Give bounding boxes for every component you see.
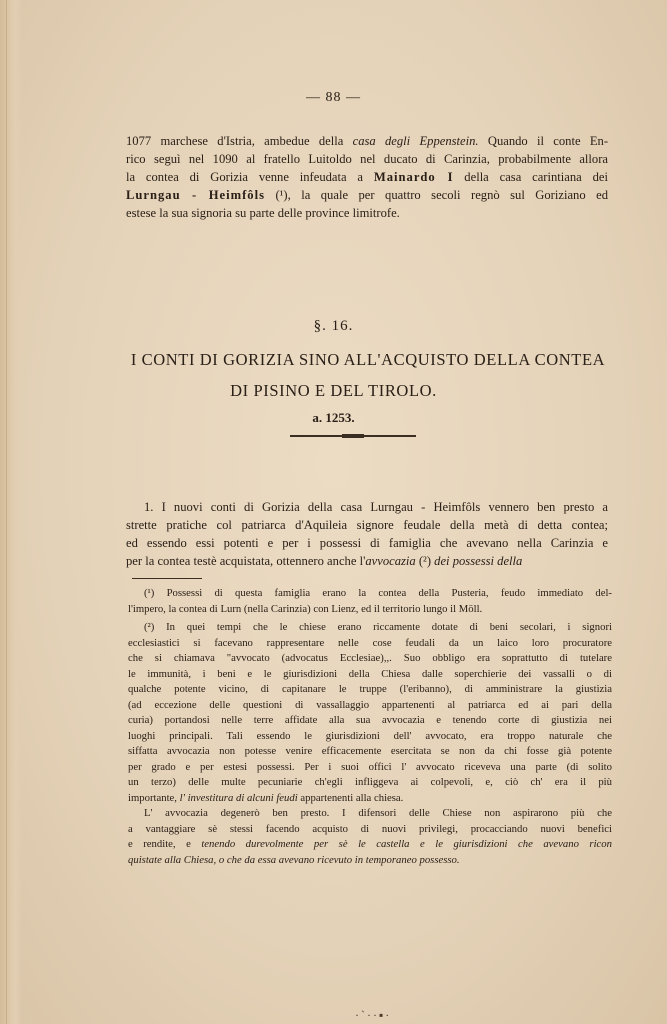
footnotes	[128, 586, 612, 868]
footnote-line: curia) portandosi nelle terre affidate alla sua avvocazia e tenendo corte di giustizia nei	[128, 714, 612, 726]
page-edge	[0, 0, 22, 1024]
text-line: per la contea testè acquistata, ottennero anche l'avvocazia (²) dei possessi della	[126, 554, 523, 568]
footnote-line: qualche potente vicino, di capitanare le truppe (l'eribanno), di amministrare la giustizia	[128, 683, 612, 695]
paragraph-1	[126, 132, 608, 222]
italic-text: avvocazia	[365, 554, 416, 568]
footnote-line: (²) In quei tempi che le chiese erano riccamente dotate di beni secolari, i signori	[144, 621, 612, 633]
footnote-line: le immunità, i beni e le giurisdizioni della Chiesa dalle soperchierie dei vassalli o di	[128, 667, 612, 680]
page-number: — 88 —	[306, 90, 361, 105]
footnote-line: che si chiamava "avvocato (advocatus Ecclesiae),,. Suo obbligo era soprattutto di tutelare	[128, 652, 612, 664]
section-title-line-1: I CONTI DI GORIZIA SINO ALL'ACQUISTO DELLA CONTEA	[130, 350, 606, 369]
footnote-line: siffatta avvocazia non potesse venire efficacemente esercitata se non da chi fosse già potente	[128, 745, 612, 757]
paragraph-2	[126, 498, 608, 570]
italic-text: l' investitura di alcuni feudi	[179, 791, 298, 804]
footnote-line: l'impero, la contea di Lurn (nella Carinzia) con Lienz, ed il territorio lungo il Möll.	[128, 602, 483, 615]
emphasized-name: Lurngau - Heimfôls	[126, 188, 265, 202]
text-line: ed essendo essi potenti e per i possessi di famiglia che avevano nella Carinzia e	[126, 536, 608, 550]
italic-text: tenendo durevolmente per sè le castella e le giurisdizioni che avevano ricon	[201, 838, 612, 850]
footnote-line	[128, 853, 612, 869]
page-blemish: ·ˋ··▪·	[355, 1008, 392, 1022]
emphasized-name: Mainardo I	[373, 170, 454, 184]
footnote-line: (ad eccezione delle questioni di vassallaggio appartenenti al patriarca ed ai pari della	[128, 698, 612, 711]
footnote-line: luoghi principali. Tali essendo le giurisdizioni dell' avvocato, era troppo naturale che	[128, 729, 612, 742]
footnote-line: (¹) Possessi di questa famiglia erano la contea della Pusteria, feudo immediato del-	[144, 587, 612, 599]
italic-text: quistate alla Chiesa, o che da essa avevano ricevuto in temporaneo possesso.	[128, 853, 460, 866]
footnote-line: e rendite, e tenendo durevolmente per sè le castella e le giurisdizioni che avevano ricon	[128, 838, 612, 850]
text-line: strette pratiche col patriarca d'Aquileia signore feudale della metà di detta contea;	[126, 518, 608, 532]
text-line: Lurngau - Heimfôls (¹), la quale per quattro secoli regnò sul Goriziano ed	[126, 188, 608, 202]
text-line: estese la sua signoria su parte delle province limitrofe.	[126, 206, 400, 220]
footnote-line: L' avvocazia degenerò ben presto. I difensori delle Chiese non aspirarono più che	[144, 807, 612, 819]
footnote-line: ecclesiastici si facevano rappresentare nelle cose feudali da un laico loro procuratore	[128, 636, 612, 649]
footnote-line: per grado e per estesi possessi. Per i suoi offici l' avvocato riceveva una parte (di solito	[128, 760, 612, 773]
text-line: rico seguì nel 1090 al fratello Luitoldo nel ducato di Carinzia, probabilmente allora	[126, 152, 608, 166]
text-line: 1077 marchese d'Istria, ambedue della casa degli Eppenstein. Quando il conte En-	[126, 134, 609, 148]
section-year: a. 1253.	[312, 410, 355, 425]
section-title-line-2: DI PISINO E DEL TIROLO.	[230, 381, 437, 400]
decorative-rule	[290, 435, 416, 437]
italic-text: dei possessi della	[434, 554, 523, 568]
text-line: 1. I nuovi conti di Gorizia della casa Lurngau - Heimfôls vennero ben presto a	[144, 500, 608, 514]
section-number: §. 16.	[313, 318, 354, 334]
italic-text: casa degli Eppenstein.	[352, 134, 479, 148]
text-line: la contea di Gorizia venne infeudata a Mainardo I della casa carintiana dei	[126, 170, 608, 184]
footnote-separator	[132, 578, 202, 579]
footnote-line: un terzo) delle multe pecuniarie ch'egli infliggeva ai colpevoli, e, ciò ch' era il più	[128, 776, 612, 788]
footnote-line: importante, l' investitura di alcuni feudi appartenenti alla chiesa.	[128, 791, 404, 804]
footnote-line: a vantaggiare sè stessi facendo acquisto di nuovi privilegi, procacciando nuovi benefici	[128, 822, 612, 835]
